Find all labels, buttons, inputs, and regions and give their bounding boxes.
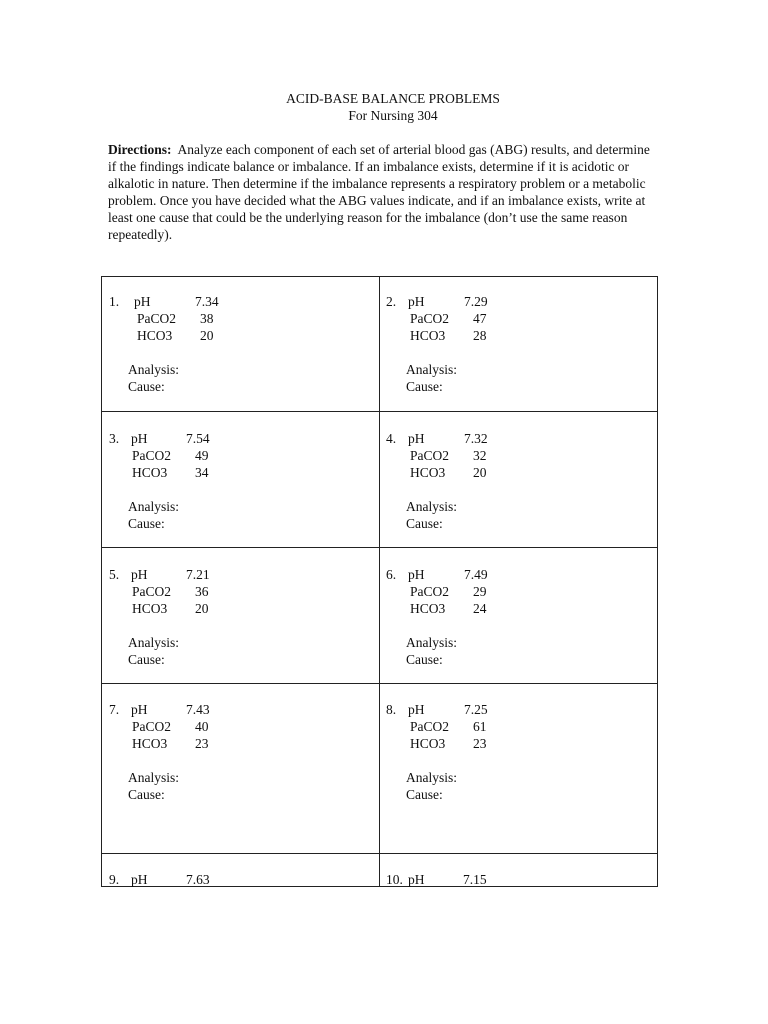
paco2-label: PaCO2 bbox=[410, 584, 450, 599]
problem-cell-2 bbox=[386, 293, 646, 395]
ph-value: 7.32 bbox=[464, 431, 488, 446]
paco2-label: PaCO2 bbox=[132, 584, 172, 599]
problem-number: 1. bbox=[109, 294, 120, 309]
hco3-value: 24 bbox=[473, 601, 487, 616]
hco3-value: 23 bbox=[473, 736, 487, 751]
table-column-divider bbox=[379, 277, 380, 886]
problem-cell-3 bbox=[109, 430, 369, 532]
hco3-label: HCO3 bbox=[410, 465, 446, 480]
ph-label: pH bbox=[408, 702, 425, 717]
cause-label: Cause: bbox=[406, 652, 443, 667]
hco3-value: 34 bbox=[195, 465, 209, 480]
cause-label: Cause: bbox=[128, 787, 165, 802]
cause-label: Cause: bbox=[128, 652, 165, 667]
hco3-label: HCO3 bbox=[410, 328, 446, 343]
analysis-label: Analysis: bbox=[128, 362, 180, 377]
ph-label: pH bbox=[131, 431, 148, 446]
hco3-label: HCO3 bbox=[132, 736, 168, 751]
problem-cell-1 bbox=[109, 293, 369, 395]
cause-label: Cause: bbox=[406, 516, 443, 531]
analysis-label: Analysis: bbox=[406, 362, 458, 377]
table-row-divider bbox=[102, 683, 657, 684]
ph-value: 7.34 bbox=[195, 294, 219, 309]
directions-label: Directions: bbox=[108, 142, 172, 157]
problem-cell-5 bbox=[109, 566, 369, 668]
table-row-divider bbox=[102, 853, 657, 854]
problem-cell-10 bbox=[386, 871, 646, 888]
paco2-value: 61 bbox=[473, 719, 487, 734]
cause-label: Cause: bbox=[128, 379, 165, 394]
hco3-value: 23 bbox=[195, 736, 209, 751]
paco2-value: 36 bbox=[195, 584, 209, 599]
paco2-value: 32 bbox=[473, 448, 487, 463]
paco2-label: PaCO2 bbox=[410, 311, 450, 326]
table-row-divider bbox=[102, 547, 657, 548]
problem-number: 2. bbox=[386, 294, 397, 309]
problem-number: 5. bbox=[109, 567, 120, 582]
analysis-label: Analysis: bbox=[406, 635, 458, 650]
hco3-value: 20 bbox=[195, 601, 209, 616]
problems-table bbox=[101, 276, 658, 887]
directions-text: Analyze each component of each set of arterial blood gas (ABG) results, and determine if the findings indicate balance or imbalance. If an imbalance exists, determine if it is acidotic or alkalotic in nature. Then determine if the imbalance represents a respiratory problem or a metabolic problem. Once you have decided what the ABG values indicate, and if an imbalance exists, write at least one cause that could be the underlying reason for the imbalance (don’t use the same reason repeatedly). bbox=[108, 142, 650, 242]
paco2-value: 47 bbox=[473, 311, 487, 326]
cause-label: Cause: bbox=[128, 516, 165, 531]
ph-value: 7.15 bbox=[463, 872, 487, 887]
problem-number: 6. bbox=[386, 567, 397, 582]
ph-label: pH bbox=[131, 567, 148, 582]
problem-cell-6 bbox=[386, 566, 646, 668]
hco3-value: 20 bbox=[200, 328, 214, 343]
ph-label: pH bbox=[408, 294, 425, 309]
problem-cell-7 bbox=[109, 701, 369, 803]
problem-cell-4 bbox=[386, 430, 646, 532]
hco3-label: HCO3 bbox=[410, 601, 446, 616]
ph-label: pH bbox=[408, 872, 425, 887]
paco2-label: PaCO2 bbox=[410, 448, 450, 463]
ph-value: 7.29 bbox=[464, 294, 488, 309]
ph-label: pH bbox=[134, 294, 151, 309]
cause-label: Cause: bbox=[406, 379, 443, 394]
paco2-value: 29 bbox=[473, 584, 487, 599]
problem-number: 3. bbox=[109, 431, 120, 446]
problem-cell-8 bbox=[386, 701, 646, 803]
ph-value: 7.63 bbox=[186, 872, 210, 887]
ph-label: pH bbox=[131, 872, 148, 887]
ph-value: 7.54 bbox=[186, 431, 210, 446]
hco3-value: 28 bbox=[473, 328, 487, 343]
problem-number: 10. bbox=[386, 872, 403, 887]
analysis-label: Analysis: bbox=[128, 770, 180, 785]
ph-label: pH bbox=[131, 702, 148, 717]
cause-label: Cause: bbox=[406, 787, 443, 802]
worksheet-title: ACID-BASE BALANCE PROBLEMS bbox=[286, 91, 500, 106]
ph-value: 7.25 bbox=[464, 702, 488, 717]
ph-value: 7.49 bbox=[464, 567, 488, 582]
worksheet-subtitle: For Nursing 304 bbox=[348, 108, 438, 123]
paco2-label: PaCO2 bbox=[132, 719, 172, 734]
analysis-label: Analysis: bbox=[128, 499, 180, 514]
table-row-divider bbox=[102, 411, 657, 412]
problem-number: 8. bbox=[386, 702, 397, 717]
hco3-label: HCO3 bbox=[410, 736, 446, 751]
paco2-label: PaCO2 bbox=[132, 448, 172, 463]
hco3-label: HCO3 bbox=[132, 465, 168, 480]
paco2-value: 38 bbox=[200, 311, 214, 326]
problem-number: 9. bbox=[109, 872, 120, 887]
problem-cell-9 bbox=[109, 871, 369, 888]
hco3-label: HCO3 bbox=[137, 328, 173, 343]
directions-paragraph bbox=[108, 141, 656, 243]
problem-number: 7. bbox=[109, 702, 120, 717]
paco2-label: PaCO2 bbox=[137, 311, 177, 326]
ph-value: 7.43 bbox=[186, 702, 210, 717]
analysis-label: Analysis: bbox=[128, 635, 180, 650]
problem-number: 4. bbox=[386, 431, 397, 446]
paco2-value: 40 bbox=[195, 719, 209, 734]
ph-label: pH bbox=[408, 431, 425, 446]
paco2-label: PaCO2 bbox=[410, 719, 450, 734]
analysis-label: Analysis: bbox=[406, 499, 458, 514]
ph-value: 7.21 bbox=[186, 567, 210, 582]
analysis-label: Analysis: bbox=[406, 770, 458, 785]
hco3-label: HCO3 bbox=[132, 601, 168, 616]
ph-label: pH bbox=[408, 567, 425, 582]
paco2-value: 49 bbox=[195, 448, 209, 463]
hco3-value: 20 bbox=[473, 465, 487, 480]
